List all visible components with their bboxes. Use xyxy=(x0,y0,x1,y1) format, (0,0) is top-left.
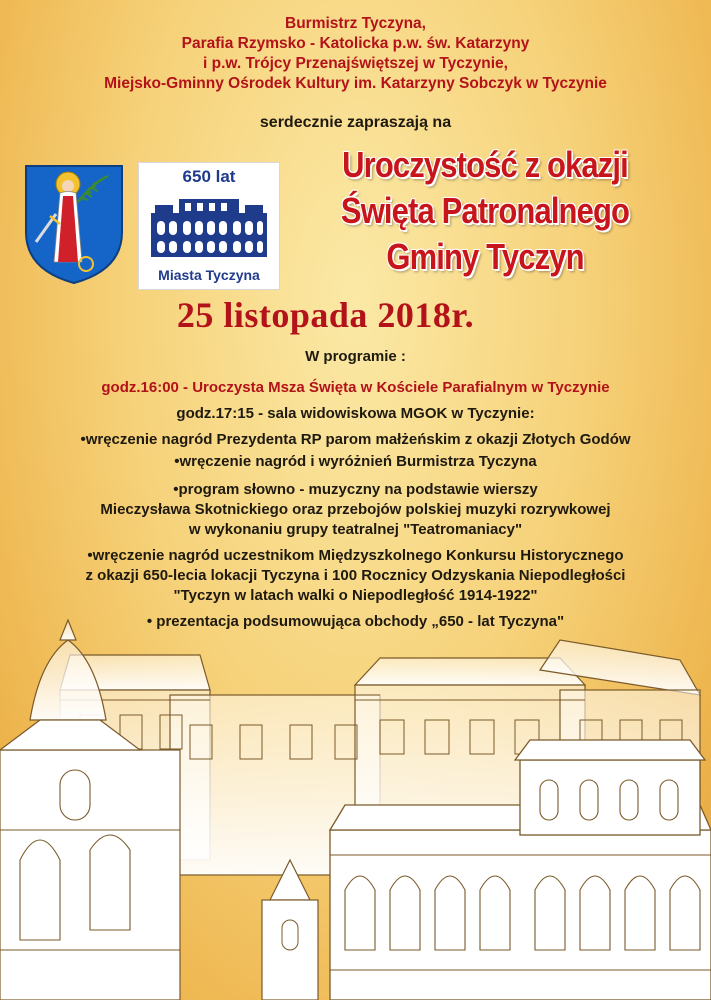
organizer-line: Burmistrz Tyczyna, xyxy=(285,15,426,32)
program-heading: W programie : xyxy=(305,348,406,365)
program-item: w wykonaniu grupy teatralnej "Teatromaniacy" xyxy=(188,521,523,538)
coat-of-arms-icon xyxy=(22,162,126,286)
program-item: "Tyczyn w latach walki o Niepodległość 1914-1922" xyxy=(173,587,538,604)
organizer-line: Miejsko-Gminny Ośrodek Kultury im. Katarzyny Sobczyk w Tyczynie xyxy=(104,75,607,92)
anniversary-town: Miasta Tyczyna xyxy=(158,267,260,283)
building-icon xyxy=(149,191,269,259)
program-item: godz.17:15 - sala widowiskowa MGOK w Tyczynie: xyxy=(176,405,535,422)
organizers-block xyxy=(0,14,711,94)
program-item: z okazji 650-lecia lokacji Tyczyna i 100 Rocznicy Odzyskania Niepodległości xyxy=(85,567,626,584)
program-item: •wręczenie nagród Prezydenta RP parom małżeńskim z okazji Złotych Godów xyxy=(80,431,631,448)
anniversary-logo xyxy=(138,162,280,290)
program-item: • prezentacja podsumowująca obchody „650 - lat Tyczyna" xyxy=(146,613,565,630)
buildings-illustration xyxy=(0,600,711,1000)
event-title xyxy=(280,142,690,280)
program-item: Mieczysława Skotnickiego oraz przebojów polskiej muzyki rozrywkowej xyxy=(100,501,611,518)
program-item: •program słowno - muzyczny na podstawie wierszy xyxy=(173,481,538,498)
title-line: Gminy Tyczyn xyxy=(386,236,584,277)
organizer-line: i p.w. Trójcy Przenajświętszej w Tyczynie, xyxy=(203,55,508,72)
program-item: •wręczenie nagród uczestnikom Międzyszkolnego Konkursu Historycznego xyxy=(87,547,624,564)
title-line: Uroczystość z okazji xyxy=(342,144,628,185)
title-line: Święta Patronalnego xyxy=(340,190,630,231)
program-item: •wręczenie nagród i wyróżnień Burmistrza Tyczyna xyxy=(174,453,537,470)
event-date: 25 listopada 2018r. xyxy=(176,295,475,335)
invitation-text: serdecznie zapraszają na xyxy=(259,114,452,131)
organizer-line: Parafia Rzymsko - Katolicka p.w. św. Katarzyny xyxy=(181,35,530,52)
program-item: godz.16:00 - Uroczysta Msza Święta w Kościele Parafialnym w Tyczynie xyxy=(101,379,610,396)
anniversary-years: 650 lat xyxy=(182,167,236,186)
